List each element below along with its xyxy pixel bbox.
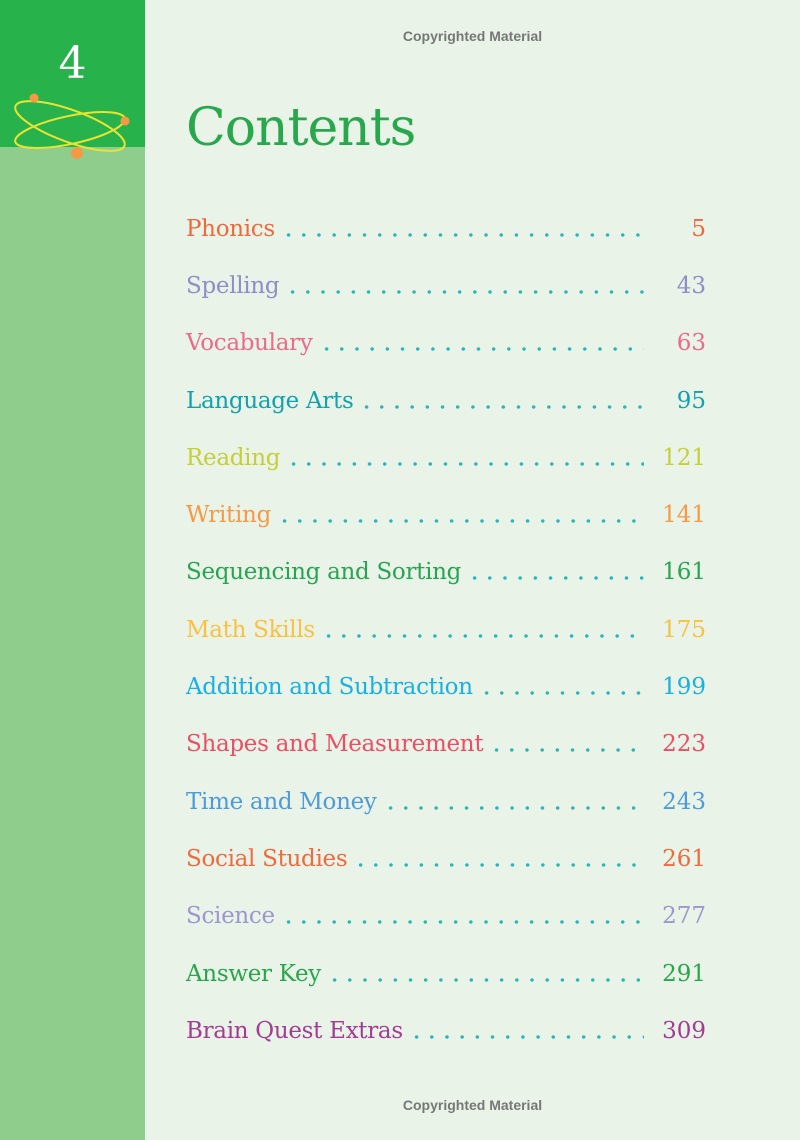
toc-entry-label: Phonics: [186, 215, 275, 242]
toc-entry[interactable]: [186, 888, 706, 945]
toc-dot-leader: [467, 576, 644, 580]
toc-dot-leader: [286, 462, 644, 466]
toc-entry-page: 95: [676, 387, 706, 414]
toc-dot-leader: [383, 806, 644, 810]
toc-entry-page: 141: [662, 502, 706, 529]
toc-dot-leader: [277, 519, 644, 523]
toc-entry-label: Sequencing and Sorting: [186, 559, 462, 586]
toc-entry[interactable]: [186, 486, 706, 543]
toc-entry-label: Time and Money: [186, 788, 377, 815]
toc-entry[interactable]: [186, 830, 706, 887]
toc-entry-label: Language Arts: [186, 387, 354, 414]
toc-entry[interactable]: [186, 429, 706, 486]
toc-entry[interactable]: [186, 945, 706, 1002]
toc-dot-leader: [281, 233, 644, 237]
copyright-notice-bottom: Copyrighted Material: [402, 1097, 543, 1113]
toc-dot-leader: [489, 748, 644, 752]
table-of-contents: [186, 200, 706, 1059]
toc-entry-label: Shapes and Measurement: [186, 731, 484, 758]
toc-entry-label: Math Skills: [186, 616, 315, 643]
toc-entry[interactable]: [186, 544, 706, 601]
toc-entry-label: Reading: [186, 444, 281, 471]
toc-dot-leader: [319, 347, 644, 351]
toc-entry-label: Addition and Subtraction: [186, 674, 473, 701]
toc-entry[interactable]: [186, 200, 706, 257]
toc-entry[interactable]: [186, 773, 706, 830]
toc-entry-page: 199: [662, 674, 706, 701]
toc-entry-label: Vocabulary: [186, 330, 313, 357]
toc-entry[interactable]: [186, 315, 706, 372]
toc-entry-page: 277: [662, 903, 706, 930]
toc-entry-label: Writing: [186, 502, 271, 529]
toc-entry-page: 43: [676, 272, 706, 299]
toc-dot-leader: [281, 920, 644, 924]
toc-entry[interactable]: [186, 257, 706, 314]
toc-dot-leader: [321, 634, 644, 638]
toc-entry-page: 261: [662, 845, 706, 872]
toc-entry-page: 63: [676, 330, 706, 357]
toc-entry-label: Social Studies: [186, 845, 348, 872]
toc-dot-leader: [327, 978, 644, 982]
toc-entry-label: Spelling: [186, 272, 280, 299]
toc-entry[interactable]: [186, 601, 706, 658]
toc-entry-label: Brain Quest Extras: [186, 1017, 403, 1044]
toc-dot-leader: [285, 290, 644, 294]
page-number: 4: [58, 38, 87, 89]
toc-entry[interactable]: [186, 658, 706, 715]
page-title: Contents: [186, 98, 416, 158]
toc-dot-leader: [479, 691, 644, 695]
toc-entry-page: 5: [691, 215, 706, 242]
copyright-notice-top: Copyrighted Material: [402, 28, 543, 44]
toc-entry-page: 121: [662, 444, 706, 471]
toc-entry[interactable]: [186, 1002, 706, 1059]
toc-entry[interactable]: [186, 716, 706, 773]
toc-entry-page: 309: [662, 1017, 706, 1044]
toc-entry-page: 243: [662, 788, 706, 815]
toc-dot-leader: [359, 405, 644, 409]
toc-dot-leader: [409, 1035, 644, 1039]
atom-orbit-icon: [8, 86, 138, 172]
toc-entry-page: 223: [662, 731, 706, 758]
toc-dot-leader: [353, 863, 644, 867]
toc-entry-page: 291: [662, 960, 706, 987]
toc-entry-page: 161: [662, 559, 706, 586]
toc-entry-page: 175: [662, 616, 706, 643]
toc-entry-label: Answer Key: [186, 960, 322, 987]
toc-entry[interactable]: [186, 372, 706, 429]
toc-entry-label: Science: [186, 903, 275, 930]
